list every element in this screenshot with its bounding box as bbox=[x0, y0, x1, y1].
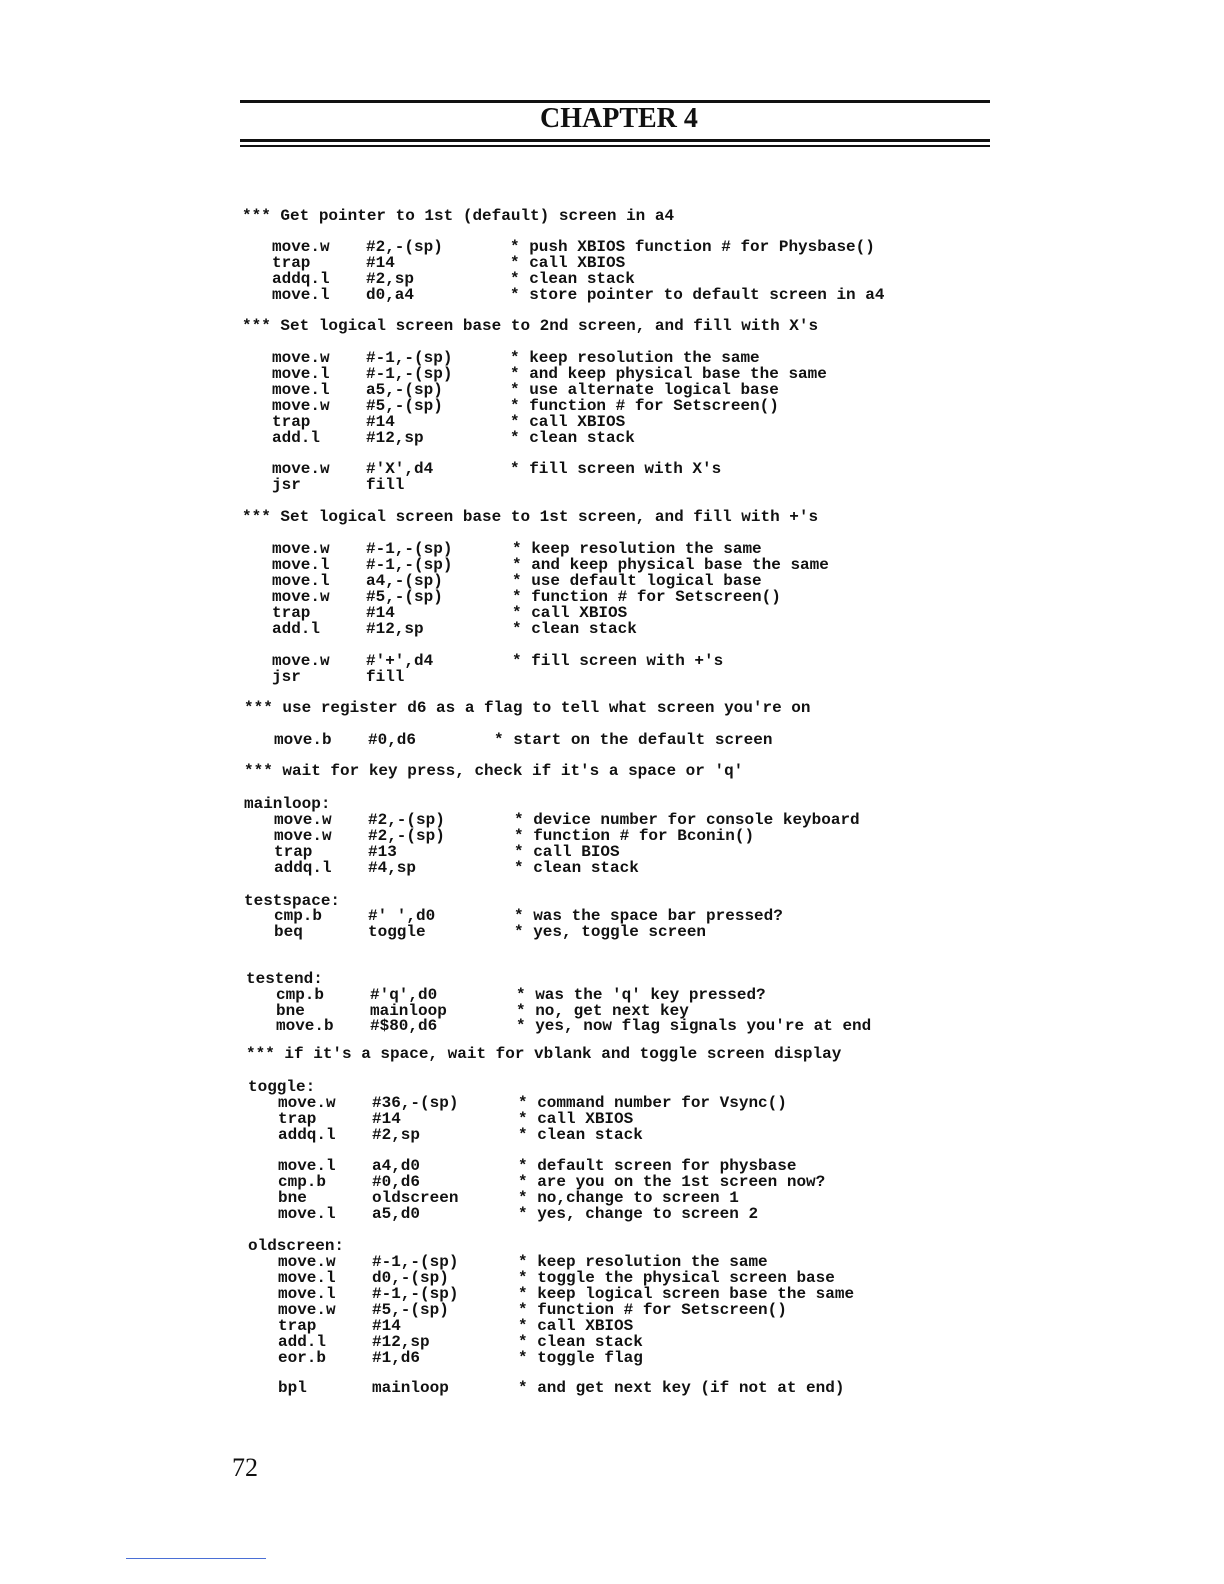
line-comment: * call XBIOS bbox=[518, 1317, 634, 1335]
opcode: move.w bbox=[274, 811, 332, 829]
operand: a5,d0 bbox=[372, 1205, 421, 1223]
section-comment bbox=[0, 507, 1224, 527]
line-comment: * default screen for physbase bbox=[518, 1157, 797, 1175]
operand: toggle bbox=[368, 923, 426, 941]
opcode: trap bbox=[272, 604, 311, 622]
line-comment: * toggle flag bbox=[518, 1349, 643, 1367]
line-comment: * keep resolution the same bbox=[518, 1253, 768, 1271]
operand: #12,sp bbox=[372, 1333, 430, 1351]
operand: #12,sp bbox=[366, 429, 424, 447]
opcode: cmp.b bbox=[276, 986, 325, 1004]
opcode: add.l bbox=[278, 1333, 327, 1351]
line-comment: * device number for console keyboard bbox=[514, 811, 860, 829]
code-label-text: testspace: bbox=[244, 892, 341, 910]
opcode: move.l bbox=[272, 286, 330, 304]
opcode: bne bbox=[278, 1189, 307, 1207]
line-comment: * yes, toggle screen bbox=[514, 923, 707, 941]
opcode: move.l bbox=[272, 556, 330, 574]
opcode: jsr bbox=[272, 476, 301, 494]
operand: #-1,-(sp) bbox=[372, 1285, 459, 1303]
code-line bbox=[0, 1016, 1224, 1036]
opcode: trap bbox=[272, 413, 311, 431]
code-label-text: toggle: bbox=[248, 1078, 316, 1096]
line-comment: * fill screen with X's bbox=[510, 460, 722, 478]
opcode: addq.l bbox=[274, 859, 332, 877]
opcode: move.l bbox=[278, 1285, 336, 1303]
section-comment bbox=[0, 698, 1224, 718]
operand: #14 bbox=[372, 1317, 401, 1335]
line-comment: * toggle the physical screen base bbox=[518, 1269, 835, 1287]
chapter-title: CHAPTER 4 bbox=[540, 103, 698, 134]
line-comment: * no,change to screen 1 bbox=[518, 1189, 739, 1207]
operand: #36,-(sp) bbox=[372, 1094, 459, 1112]
opcode: move.b bbox=[274, 731, 332, 749]
opcode: jsr bbox=[272, 668, 301, 686]
operand: #5,-(sp) bbox=[366, 588, 443, 606]
line-comment: * clean stack bbox=[510, 429, 635, 447]
operand: #4,sp bbox=[368, 859, 417, 877]
section-comment-text: *** if it's a space, wait for vblank and toggle screen display bbox=[246, 1045, 842, 1063]
opcode: move.w bbox=[272, 652, 330, 670]
code-label-text: oldscreen: bbox=[248, 1237, 345, 1255]
line-comment: * start on the default screen bbox=[494, 731, 773, 749]
opcode: move.l bbox=[278, 1205, 336, 1223]
opcode: add.l bbox=[272, 620, 321, 638]
opcode: trap bbox=[278, 1110, 317, 1128]
operand: #1,d6 bbox=[372, 1349, 421, 1367]
line-comment: * clean stack bbox=[512, 620, 637, 638]
operand: mainloop bbox=[370, 1002, 447, 1020]
opcode: add.l bbox=[272, 429, 321, 447]
operand: #13 bbox=[368, 843, 397, 861]
operand: #' ',d0 bbox=[368, 907, 436, 925]
line-comment: * function # for Bconin() bbox=[514, 827, 755, 845]
operand: oldscreen bbox=[372, 1189, 459, 1207]
opcode: move.w bbox=[274, 827, 332, 845]
line-comment: * yes, change to screen 2 bbox=[518, 1205, 759, 1223]
operand: #2,-(sp) bbox=[366, 238, 443, 256]
operand: a5,-(sp) bbox=[366, 381, 443, 399]
section-comment bbox=[0, 206, 1224, 226]
operand: #-1,-(sp) bbox=[366, 365, 453, 383]
line-comment: * was the 'q' key pressed? bbox=[516, 986, 766, 1004]
operand: a4,d0 bbox=[372, 1157, 421, 1175]
opcode: move.l bbox=[278, 1157, 336, 1175]
code-line bbox=[0, 619, 1224, 639]
opcode: move.w bbox=[272, 540, 330, 558]
line-comment: * store pointer to default screen in a4 bbox=[510, 286, 885, 304]
line-comment: * use default logical base bbox=[512, 572, 762, 590]
operand: #14 bbox=[366, 254, 395, 272]
operand: #14 bbox=[366, 604, 395, 622]
line-comment: * are you on the 1st screen now? bbox=[518, 1173, 826, 1191]
operand: #12,sp bbox=[366, 620, 424, 638]
opcode: move.w bbox=[272, 349, 330, 367]
opcode: trap bbox=[272, 254, 311, 272]
opcode: move.b bbox=[276, 1017, 334, 1035]
operand: #2,-(sp) bbox=[368, 811, 445, 829]
operand: mainloop bbox=[372, 1379, 449, 1397]
operand: #0,d6 bbox=[372, 1173, 421, 1191]
section-comment bbox=[0, 316, 1224, 336]
section-comment-text: *** Set logical screen base to 1st screen, and fill with +'s bbox=[242, 508, 819, 526]
operand: #5,-(sp) bbox=[366, 397, 443, 415]
line-comment: * call XBIOS bbox=[518, 1110, 634, 1128]
line-comment: * keep resolution the same bbox=[512, 540, 762, 558]
operand: #'+',d4 bbox=[366, 652, 434, 670]
line-comment: * no, get next key bbox=[516, 1002, 689, 1020]
opcode: move.l bbox=[272, 365, 330, 383]
section-comment bbox=[0, 761, 1224, 781]
section-comment-text: *** use register d6 as a flag to tell what screen you're on bbox=[244, 699, 811, 717]
operand: #0,d6 bbox=[368, 731, 417, 749]
code-line bbox=[0, 428, 1224, 448]
line-comment: * clean stack bbox=[518, 1126, 643, 1144]
code-line bbox=[0, 1204, 1224, 1224]
line-comment: * keep logical screen base the same bbox=[518, 1285, 855, 1303]
operand: #14 bbox=[366, 413, 395, 431]
line-comment: * call XBIOS bbox=[510, 413, 626, 431]
operand: #-1,-(sp) bbox=[372, 1253, 459, 1271]
section-comment-text: *** wait for key press, check if it's a space or 'q' bbox=[244, 762, 744, 780]
line-comment: * clean stack bbox=[510, 270, 635, 288]
code-label-text: mainloop: bbox=[244, 795, 331, 813]
opcode: move.w bbox=[272, 397, 330, 415]
opcode: move.l bbox=[272, 572, 330, 590]
line-comment: * fill screen with +'s bbox=[512, 652, 724, 670]
footer-rule bbox=[126, 1558, 266, 1559]
operand: #$80,d6 bbox=[370, 1017, 438, 1035]
section-comment-text: *** Get pointer to 1st (default) screen in a4 bbox=[242, 207, 675, 225]
line-comment: * clean stack bbox=[514, 859, 639, 877]
operand: d0,-(sp) bbox=[372, 1269, 449, 1287]
opcode: addq.l bbox=[272, 270, 330, 288]
operand: #2,-(sp) bbox=[368, 827, 445, 845]
code-label-text: testend: bbox=[246, 970, 323, 988]
opcode: move.l bbox=[272, 381, 330, 399]
opcode: beq bbox=[274, 923, 303, 941]
line-comment: * use alternate logical base bbox=[510, 381, 779, 399]
opcode: addq.l bbox=[278, 1126, 336, 1144]
line-comment: * call XBIOS bbox=[510, 254, 626, 272]
opcode: bpl bbox=[278, 1379, 307, 1397]
line-comment: * call BIOS bbox=[514, 843, 620, 861]
line-comment: * and get next key (if not at end) bbox=[518, 1379, 845, 1397]
operand: fill bbox=[366, 476, 405, 494]
code-line bbox=[0, 1125, 1224, 1145]
opcode: move.w bbox=[278, 1094, 336, 1112]
code-line bbox=[0, 1348, 1224, 1368]
operand: #5,-(sp) bbox=[372, 1301, 449, 1319]
line-comment: * and keep physical base the same bbox=[512, 556, 829, 574]
code-line bbox=[0, 922, 1224, 942]
opcode: move.w bbox=[272, 460, 330, 478]
opcode: cmp.b bbox=[278, 1173, 327, 1191]
line-comment: * was the space bar pressed? bbox=[514, 907, 783, 925]
line-comment: * function # for Setscreen() bbox=[518, 1301, 787, 1319]
opcode: move.w bbox=[278, 1253, 336, 1271]
opcode: trap bbox=[274, 843, 313, 861]
line-comment: * command number for Vsync() bbox=[518, 1094, 787, 1112]
page-number: 72 bbox=[232, 1453, 258, 1482]
operand: d0,a4 bbox=[366, 286, 415, 304]
line-comment: * function # for Setscreen() bbox=[510, 397, 779, 415]
opcode: move.w bbox=[278, 1301, 336, 1319]
opcode: bne bbox=[276, 1002, 305, 1020]
section-comment-text: *** Set logical screen base to 2nd screen, and fill with X's bbox=[242, 317, 819, 335]
operand: #'X',d4 bbox=[366, 460, 434, 478]
code-line bbox=[0, 667, 1224, 687]
section-comment bbox=[0, 1044, 1224, 1064]
operand: a4,-(sp) bbox=[366, 572, 443, 590]
operand: #-1,-(sp) bbox=[366, 556, 453, 574]
operand: #'q',d0 bbox=[370, 986, 438, 1004]
code-line bbox=[0, 730, 1224, 750]
opcode: eor.b bbox=[278, 1349, 327, 1367]
line-comment: * clean stack bbox=[518, 1333, 643, 1351]
opcode: cmp.b bbox=[274, 907, 323, 925]
line-comment: * call XBIOS bbox=[512, 604, 628, 622]
code-line bbox=[0, 858, 1224, 878]
operand: #-1,-(sp) bbox=[366, 349, 453, 367]
operand: #2,sp bbox=[372, 1126, 421, 1144]
line-comment: * function # for Setscreen() bbox=[512, 588, 781, 606]
code-line bbox=[0, 475, 1224, 495]
line-comment: * and keep physical base the same bbox=[510, 365, 827, 383]
opcode: move.w bbox=[272, 588, 330, 606]
line-comment: * yes, now flag signals you're at end bbox=[516, 1017, 872, 1035]
line-comment: * push XBIOS function # for Physbase() bbox=[510, 238, 875, 256]
opcode: trap bbox=[278, 1317, 317, 1335]
operand: #2,sp bbox=[366, 270, 415, 288]
operand: #14 bbox=[372, 1110, 401, 1128]
line-comment: * keep resolution the same bbox=[510, 349, 760, 367]
operand: #-1,-(sp) bbox=[366, 540, 453, 558]
opcode: move.w bbox=[272, 238, 330, 256]
code-line bbox=[0, 1378, 1224, 1398]
opcode: move.l bbox=[278, 1269, 336, 1287]
code-line bbox=[0, 285, 1224, 305]
operand: fill bbox=[366, 668, 405, 686]
